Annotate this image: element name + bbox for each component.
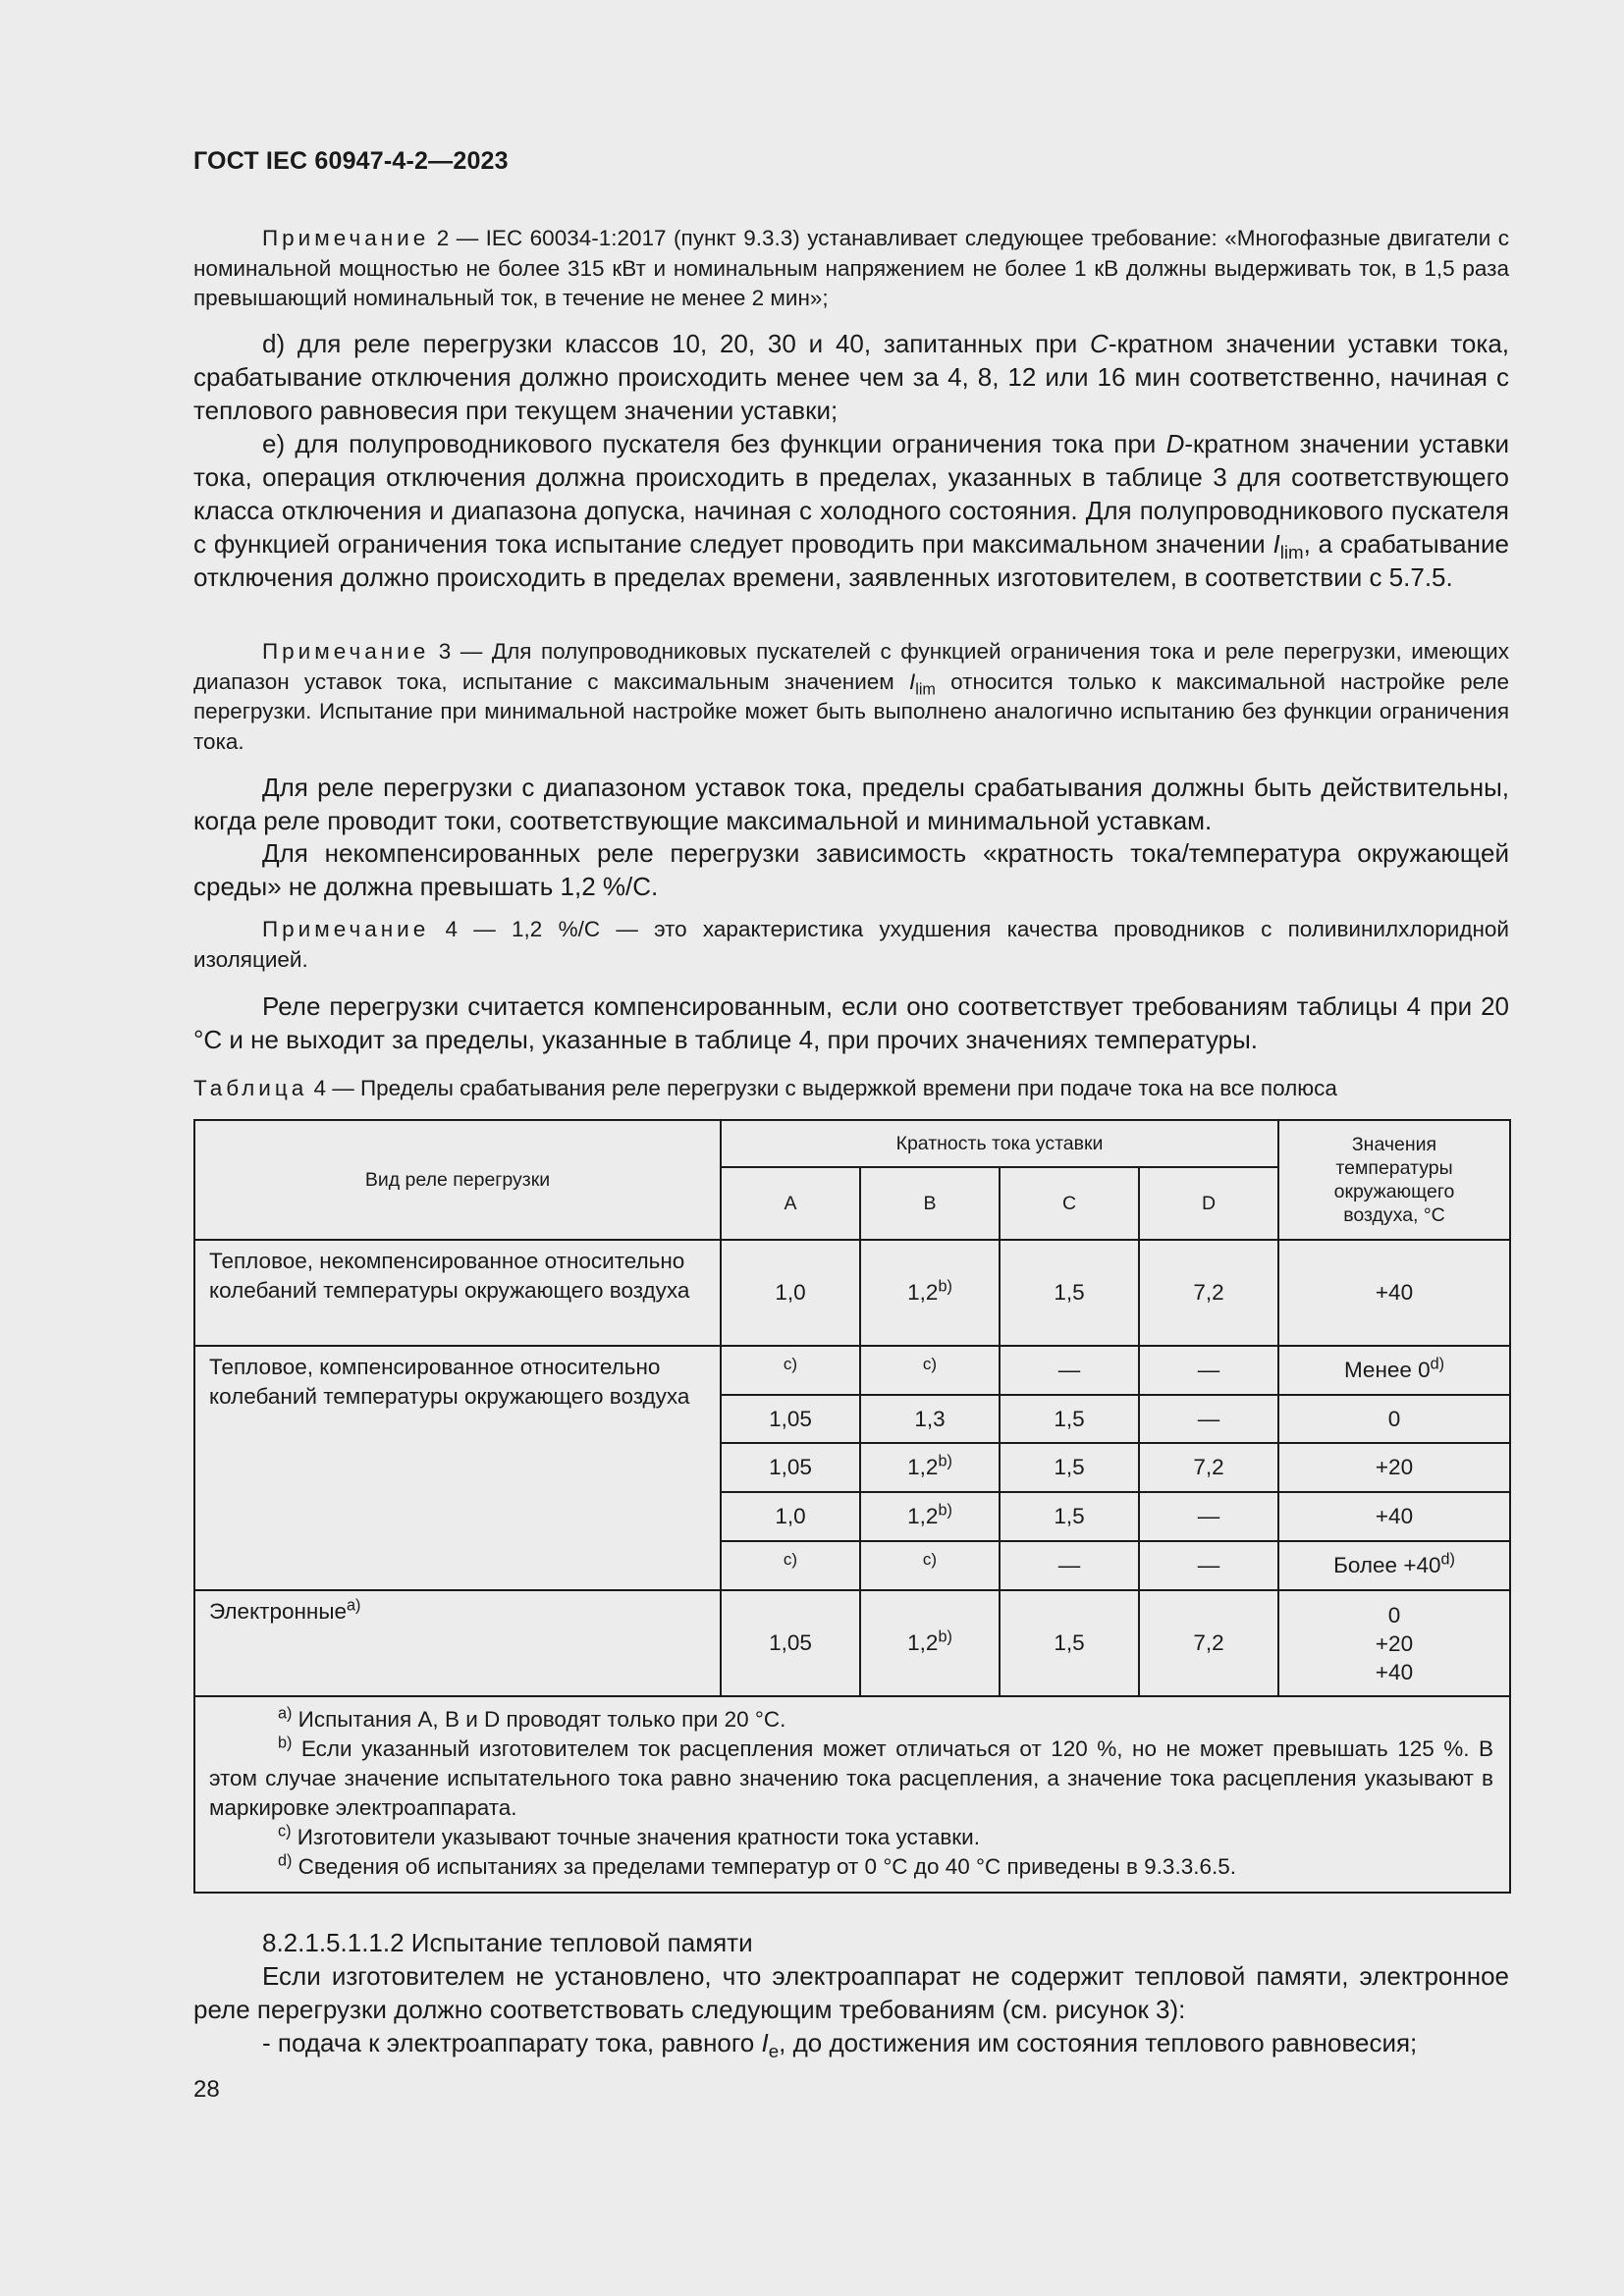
cell-a: 1,05 (721, 1590, 860, 1696)
cell-d: — (1139, 1346, 1278, 1395)
footnotes-cell (194, 1696, 1510, 1893)
cell-c: 1,5 (1000, 1395, 1139, 1443)
header-col-a: A (721, 1167, 860, 1240)
paragraph-thermal-memory: Если изготовителем не установлено, что электроаппарат не содержит тепловой памяти, электронное реле перегрузки должно соответствовать следующим требованиям (см. рисунок 3): (193, 1961, 1509, 2024)
row-label: Тепловое, некомпенсированное относительно колебаний температуры окружающего воздуха (194, 1240, 721, 1346)
header-current-multiple: Кратность тока уставки (721, 1120, 1278, 1167)
paragraph-compensated: Реле перегрузки считается компенсированным, если оно соответствует требованиям таблицы 4 при 20 °C и не выходит за пределы, указанные в таблице 4, при прочих значениях температуры. (193, 991, 1509, 1054)
section-heading: 8.2.1.5.1.1.2 Испытание тепловой памяти (262, 1928, 753, 1957)
cell-temp: +20 (1278, 1443, 1510, 1492)
item-d: d) для реле перегрузки классов 10, 20, 30 и 40, запитанных при C-кратном значении уставки тока, срабатывание отключения должно происходить менее чем за 4, 8, 12 или 16 мин соответственно, начиная с теплового равновесия при текущем значении уставки; (193, 329, 1509, 425)
cell-b: 1,2$^{b)}$ (860, 1443, 1000, 1492)
cell-b: c) (860, 1346, 1000, 1395)
cell-temp: 0 (1278, 1395, 1510, 1443)
footnote-b: $^{b)}$ Если указанный изготовителем ток расцепления может отличаться от 120 %, но не может превышать 125 %. В этом случае значение испытательного тока равно значению тока расцепления, а значение тока расцепления указывают в маркировке электроаппарата. (209, 1734, 1494, 1820)
cell-a: 1,05 (721, 1443, 860, 1492)
cell-b: 1,2$^{b)}$ (860, 1240, 1000, 1346)
cell-d: — (1139, 1492, 1278, 1541)
cell-a: c) (721, 1541, 860, 1590)
note-2: Примечание 2 — IEC 60034-1:2017 (пункт 9.3.3) устанавливает следующее требование: «Многофазные двигатели с номинальной мощностью не более 315 кВт и номинальным напряжением не более 1 кВ должны выдерживать ток, в 1,5 раза превышающий номинальный ток, в течение не менее 2 мин»; (193, 226, 1509, 310)
footnote-c: $^{c)}$ Изготовители указывают точные значения кратности тока уставки. (278, 1822, 980, 1849)
note-4: Примечание 4 — 1,2 %/C — это характеристика ухудшения качества проводников с поливинилхлоридной изоляцией. (193, 917, 1509, 972)
cell-d: — (1139, 1395, 1278, 1443)
cell-d: — (1139, 1541, 1278, 1590)
footnote-a: $^{a)}$ Испытания A, B и D проводят только при 20 °C. (278, 1704, 786, 1732)
table-4 (193, 1119, 1511, 1894)
paragraph-uncompensated: Для некомпенсированных реле перегрузки зависимость «кратность тока/температура окружающей среды» не должна превышать 1,2 %/C. (193, 838, 1509, 901)
note-3: Примечание 3 — Для полупроводниковых пускателей с функцией ограничения тока и реле перегрузки, имеющих диапазон уставок тока, испытание с максимальным значением $I_{lim}$ относится только к максимальной настройке реле перегрузки. Испытание при минимальной настройке может быть выполнено аналогично испытанию без функции ограничения тока. (193, 639, 1509, 754)
paragraph-range: Для реле перегрузки с диапазоном уставок тока, пределы срабатывания должны быть действительны, когда реле проводит токи, соответствующие максимальной и минимальной уставкам. (193, 773, 1509, 835)
cell-b: 1,2$^{b)}$ (860, 1590, 1000, 1696)
cell-c: 1,5 (1000, 1443, 1139, 1492)
cell-c: — (1000, 1541, 1139, 1590)
note-label: Примечание (262, 639, 430, 664)
table-row-thermal-uncompensated (194, 1240, 1510, 1346)
note-label: Примечание (262, 917, 430, 941)
row-label: Тепловое, компенсированное относительно колебаний температуры окружающего воздуха (194, 1346, 721, 1590)
header-col-c: C (1000, 1167, 1139, 1240)
cell-d: 7,2 (1139, 1443, 1278, 1492)
document-header: ГОСТ IEC 60947-4-2—2023 (193, 147, 509, 175)
cell-temp: Более $+40^{d)}$ (1278, 1541, 1510, 1590)
cell-temp: +40 (1278, 1240, 1510, 1346)
cell-c: 1,5 (1000, 1240, 1139, 1346)
cell-c: 1,5 (1000, 1590, 1139, 1696)
table-caption: Таблица 4 — Пределы срабатывания реле перегрузки с выдержкой времени при подаче тока на все полюса (193, 1076, 1337, 1100)
table-footnotes (194, 1696, 1510, 1893)
cell-temp: Менее 0$^{d)}$ (1278, 1346, 1510, 1395)
header-col-d: D (1139, 1167, 1278, 1240)
header-col-b: B (860, 1167, 1000, 1240)
header-relay-type: Вид реле перегрузки (194, 1120, 721, 1240)
cell-d: 7,2 (1139, 1590, 1278, 1696)
note-label: Примечание (262, 226, 430, 250)
table-header-row (194, 1120, 1510, 1167)
cell-c: — (1000, 1346, 1139, 1395)
cell-c: 1,5 (1000, 1492, 1139, 1541)
row-label: Электронные$^{a)}$ (194, 1590, 721, 1696)
cell-temp: +40 (1278, 1492, 1510, 1541)
cell-a: 1,0 (721, 1492, 860, 1541)
cell-b: 1,2$^{b)}$ (860, 1492, 1000, 1541)
header-temperature: Значения температуры окружающего воздуха, °C (1278, 1120, 1510, 1240)
cell-a: 1,05 (721, 1395, 860, 1443)
cell-a: c) (721, 1346, 860, 1395)
cell-temp: 0 +20 +40 (1278, 1590, 1510, 1696)
table-row-thermal-compensated (194, 1346, 1510, 1395)
cell-b: c) (860, 1541, 1000, 1590)
footnote-d: $^{d)}$ Сведения об испытаниях за пределами температур от 0 °C до 40 °C приведены в 9.3.3.6.5. (278, 1851, 1236, 1879)
cell-b: 1,3 (860, 1395, 1000, 1443)
table-row-electronic (194, 1590, 1510, 1696)
item-e: e) для полупроводникового пускателя без функции ограничения тока при D-кратном значении уставки тока, операция отключения должна происходить в пределах, указанных в таблице 3 для соответствующего класса отключения и диапазона допуска, начиная с холодного состояния. Для полупроводникового пускателя с функцией ограничения тока испытание следует проводить при максимальном значении $I_{lim}$, а срабатывание отключения должно происходить в пределах времени, заявленных изготовителем, в соответствии с 5.7.5. (193, 429, 1509, 592)
bullet-item: - подача к электроаппарату тока, равного $I_e$, до достижения им состояния теплового равновесия; (262, 2028, 1418, 2062)
page-number: 28 (193, 2076, 220, 2103)
cell-d: 7,2 (1139, 1240, 1278, 1346)
cell-a: 1,0 (721, 1240, 860, 1346)
